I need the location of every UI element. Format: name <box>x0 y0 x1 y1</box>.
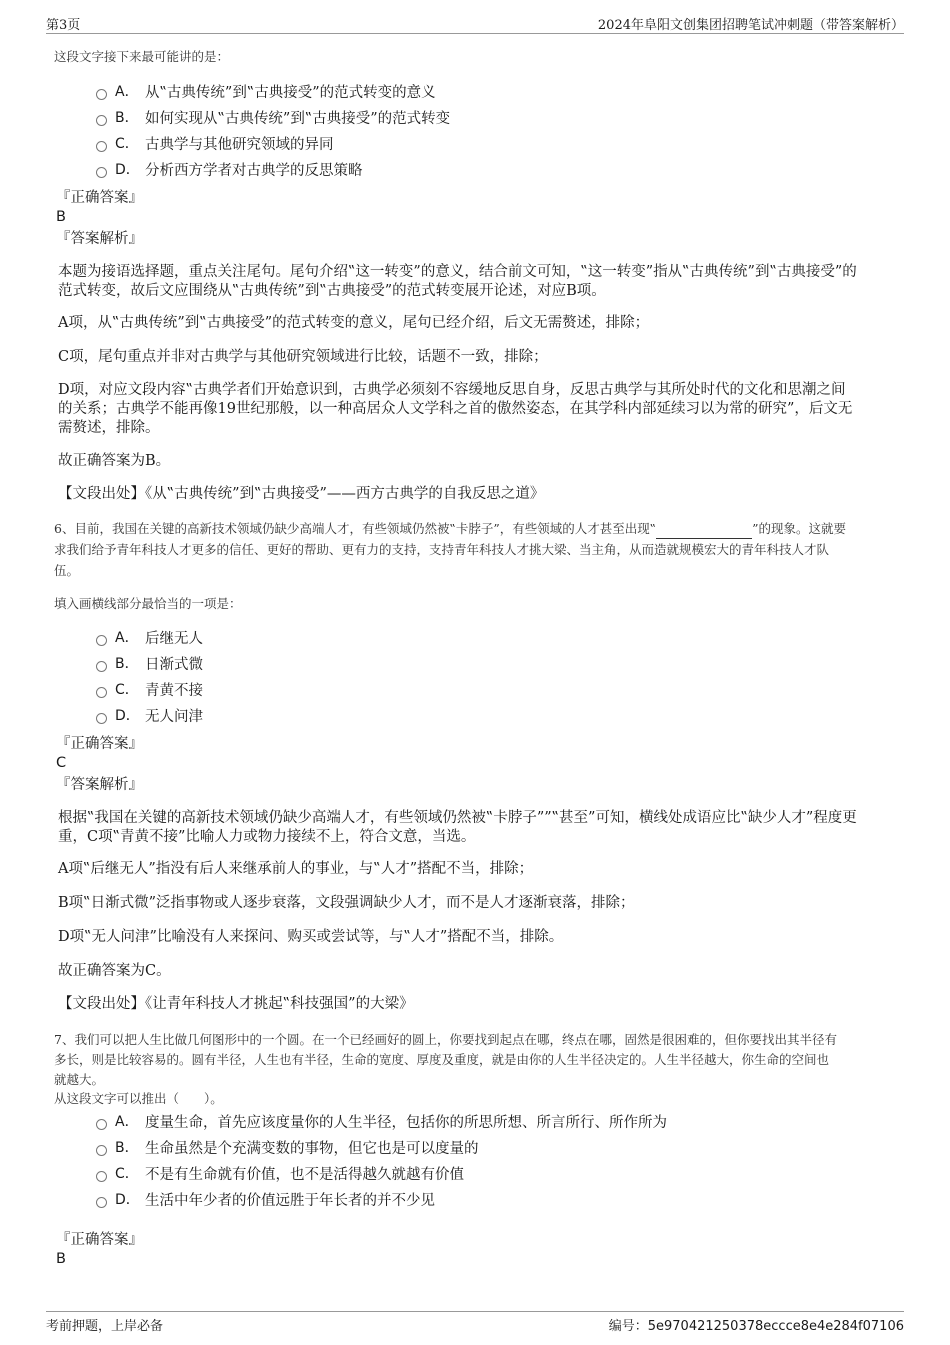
q5-analysis-line: 的关系；古典学不能再像19世纪那般，以一种高居众人文学科之首的傲然姿态，在其学科内部延续习以为常的研究”，后文无 <box>58 401 853 417</box>
q5-analysis-label: 『答案解析』 <box>56 231 143 247</box>
q5-analysis-line: C项，尾句重点并非对古典学与其他研究领域进行比较，话题不一致，排除； <box>58 349 548 365</box>
q5-conclusion: 故正确答案为B。 <box>58 453 171 469</box>
radio-icon[interactable] <box>96 1197 107 1208</box>
radio-icon[interactable] <box>96 661 107 672</box>
q5-analysis-line: D项，对应文段内容‟古典学者们开始意识到，古典学必须刻不容缓地反思自身，反思古典学与其所处时代的文化和思潮之间 <box>58 382 846 398</box>
q5-analysis-line: 本题为接语选择题，重点关注尾句。尾句介绍‟这一转变”的意义，结合前文可知，‟这一转变”指从‟古典传统”到‟古典接受”的 <box>58 264 857 280</box>
q7-stem-line: 多长，则是比较容易的。圆有半径，人生也有半径，生命的宽度、厚度及重度，就是由你的人生半径决定的。人生半径越大，你生命的空间也 <box>54 1052 830 1067</box>
q6-stem-line: 求我们给予青年科技人才更多的信任、更好的帮助、更有力的支持，支持青年科技人才挑大梁、当主角，从而造就规模宏大的青年科技人才队 <box>54 542 830 557</box>
q7-prompt: 从这段文字可以推出（ ）。 <box>54 1091 223 1106</box>
q7-stem-line: 7、我们可以把人生比做几何图形中的一个圆。在一个已经画好的圆上，你要找到起点在哪，终点在哪，固然是很困难的，但你要找出其半径有 <box>54 1032 837 1047</box>
q5-analysis-line: 需赘述，排除。 <box>58 420 160 436</box>
document-id: 编号：5e970421250378eccce8e4e284f07106 <box>608 1319 904 1334</box>
q5-analysis-line: A项，从‟古典传统”到‟古典接受”的范式转变的意义，尾句已经介绍，后文无需赘述，排除； <box>58 315 650 331</box>
q6-answer: C <box>56 755 67 771</box>
q6-analysis-line: D项‟无人问津”比喻没有人来探问、购买或尝试等，与‟人才”搭配不当，排除。 <box>58 929 564 945</box>
q7-answer: B <box>56 1251 66 1267</box>
q6-analysis-line: 重，C项‟青黄不接”比喻人力或物力接续不上，符合文意，当选。 <box>58 829 476 845</box>
q7-answer-label: 『正确答案』 <box>56 1232 143 1248</box>
q5-option-a[interactable]: A． 从‟古典传统”到‟古典接受”的范式转变的意义 <box>96 80 436 102</box>
q6-answer-label: 『正确答案』 <box>56 736 143 752</box>
q5-option-d[interactable]: D． 分析西方学者对古典学的反思策略 <box>96 158 363 180</box>
q6-conclusion: 故正确答案为C。 <box>58 963 171 979</box>
q6-option-d[interactable]: D． 无人问津 <box>96 704 203 726</box>
q6-analysis-line: B项‟日渐式微”泛指事物或人逐步衰落，文段强调缺少人才，而不是人才逐渐衰落，排除； <box>58 895 635 911</box>
radio-icon[interactable] <box>96 141 107 152</box>
q5-answer: B <box>56 209 66 225</box>
page-number: 第3页 <box>46 18 81 33</box>
q6-source: 【文段出处】《让青年科技人才挑起‟科技强国”的大梁》 <box>58 996 414 1012</box>
q5-option-b[interactable]: B． 如何实现从‟古典传统”到‟古典接受”的范式转变 <box>96 106 450 128</box>
q7-option-a[interactable]: A． 度量生命，首先应该度量你的人生半径，包括你的所思所想、所言所行、所作所为 <box>96 1110 667 1132</box>
fill-blank <box>656 527 752 539</box>
q6-option-a[interactable]: A． 后继无人 <box>96 626 203 648</box>
radio-icon[interactable] <box>96 89 107 100</box>
q6-stem: 6、目前，我国在关键的高新技术领域仍缺少高端人才，有些领域仍然被‟卡脖子”，有些领域的人才甚至出现‟ ”的现象。这就要 <box>54 518 846 539</box>
radio-icon[interactable] <box>96 1119 107 1130</box>
radio-icon[interactable] <box>96 1145 107 1156</box>
radio-icon[interactable] <box>96 687 107 698</box>
q5-source: 【文段出处】《从‟古典传统”到‟古典接受”——西方古典学的自我反思之道》 <box>58 486 545 502</box>
q6-prompt: 填入画横线部分最恰当的一项是： <box>54 596 242 611</box>
q6-analysis-label: 『答案解析』 <box>56 777 143 793</box>
footer-slogan: 考前押题，上岸必备 <box>46 1319 164 1334</box>
page-header <box>46 14 904 34</box>
q6-analysis-line: 根据‟我国在关键的高新技术领域仍缺少高端人才，有些领域仍然被‟卡脖子””‟甚至”可知，横线处成语应比‟缺少人才”程度更 <box>58 810 857 826</box>
q5-answer-label: 『正确答案』 <box>56 190 143 206</box>
radio-icon[interactable] <box>96 115 107 126</box>
q6-option-b[interactable]: B． 日渐式微 <box>96 652 203 674</box>
q6-stem-line: 伍。 <box>54 563 80 578</box>
radio-icon[interactable] <box>96 1171 107 1182</box>
q6-option-c[interactable]: C． 青黄不接 <box>96 678 203 700</box>
radio-icon[interactable] <box>96 713 107 724</box>
q5-option-c[interactable]: C． 古典学与其他研究领域的异同 <box>96 132 334 154</box>
page-footer <box>46 1311 904 1333</box>
document-title: 2024年阜阳文创集团招聘笔试冲刺题（带答案解析） <box>597 18 904 33</box>
q6-analysis-line: A项‟后继无人”指没有后人来继承前人的事业，与‟人才”搭配不当，排除； <box>58 861 534 877</box>
q5-prompt: 这段文字接下来最可能讲的是： <box>54 49 230 64</box>
radio-icon[interactable] <box>96 635 107 646</box>
q5-analysis-line: 范式转变，故后文应围绕从‟古典传统”到‟古典接受”的范式转变展开论述，对应B项。 <box>58 283 606 299</box>
q7-stem-line: 就越大。 <box>54 1072 105 1087</box>
q7-option-d[interactable]: D． 生活中年少者的价值远胜于年长者的并不少见 <box>96 1188 435 1210</box>
radio-icon[interactable] <box>96 167 107 178</box>
q7-option-b[interactable]: B． 生命虽然是个充满变数的事物，但它也是可以度量的 <box>96 1136 479 1158</box>
q7-option-c[interactable]: C． 不是有生命就有价值，也不是活得越久就越有价值 <box>96 1162 464 1184</box>
